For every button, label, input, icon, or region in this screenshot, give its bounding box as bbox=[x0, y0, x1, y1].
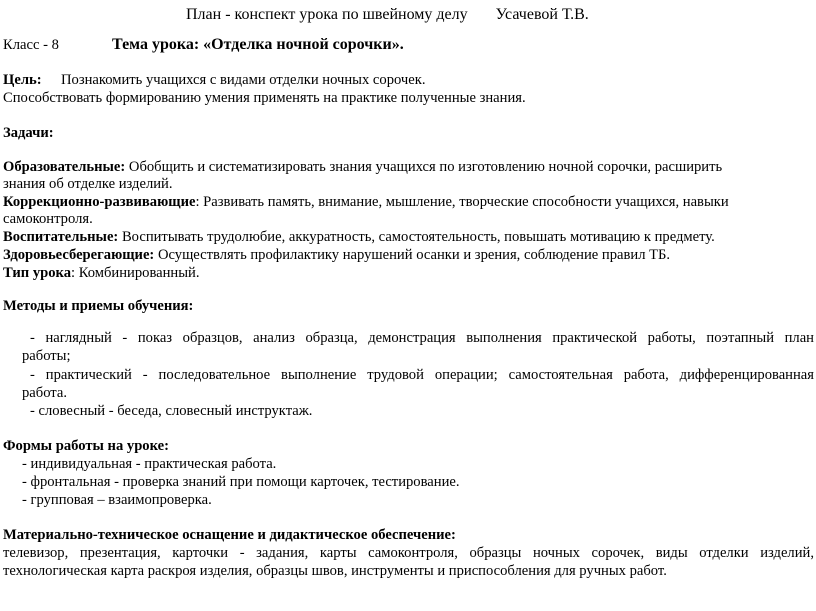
task-correctional-line-1 bbox=[3, 194, 729, 212]
task-upbringing-text: Воспитывать трудолюбие, аккуратность, самостоятельность, повышать мотивацию к предмету. bbox=[118, 229, 715, 245]
task-educational-label: Образовательные: bbox=[3, 159, 126, 175]
lesson-type-label: Тип урока bbox=[3, 265, 72, 281]
task-upbringing-line bbox=[3, 229, 715, 247]
tasks-heading: Задачи: bbox=[3, 125, 54, 141]
method-practical-line-2: работа. bbox=[22, 385, 67, 401]
task-educational-line-1 bbox=[3, 159, 722, 177]
forms-heading: Формы работы на уроке: bbox=[3, 438, 169, 454]
form-item: - фронтальная - проверка знаний при помощи карточек, тестирование. bbox=[22, 474, 460, 490]
goal-text-2: Способствовать формированию умения применять на практике полученные знания. bbox=[3, 90, 526, 106]
task-upbringing-label: Воспитательные: bbox=[3, 229, 119, 245]
equipment-text-2: технологическая карта раскроя изделия, образцы швов, инструменты и приспособления для ручных работ. bbox=[3, 563, 667, 579]
method-verbal-line: - словесный - беседа, словесный инструктаж. bbox=[30, 403, 313, 419]
document-title: План - конспект урока по швейному делу bbox=[186, 6, 468, 23]
methods-heading: Методы и приемы обучения: bbox=[3, 298, 194, 314]
equipment-text-1: телевизор, презентация, карточки - задания, карты самоконтроля, образцы ночных сорочек, виды отделки изделий, bbox=[3, 545, 814, 561]
lesson-topic: Тема урока: «Отделка ночной сорочки». bbox=[112, 36, 404, 53]
task-correctional-label: Коррекционно-развивающие bbox=[3, 194, 196, 210]
goal-label: Цель: bbox=[3, 72, 42, 88]
class-topic-line bbox=[3, 36, 404, 55]
method-visual-line-1: - наглядный - показ образцов, анализ образца, демонстрация выполнения практической работы, поэтапный план bbox=[30, 330, 814, 346]
class-label: Класс - 8 bbox=[3, 37, 59, 53]
goal-line-1 bbox=[3, 72, 426, 90]
lesson-type-line bbox=[3, 265, 200, 283]
task-health-text: Осуществлять профилактику нарушений осанки и зрения, соблюдение правил ТБ. bbox=[154, 247, 671, 263]
form-item: - индивидуальная - практическая работа. bbox=[22, 456, 277, 472]
form-item: - групповая – взаимопроверка. bbox=[22, 492, 212, 508]
document-header bbox=[186, 6, 589, 24]
method-visual-line-2: работы; bbox=[22, 348, 71, 364]
document-author: Усачевой Т.В. bbox=[495, 6, 589, 23]
lesson-type-text: : Комбинированный. bbox=[71, 265, 200, 281]
task-educational-text-2: знания об отделке изделий. bbox=[3, 176, 173, 192]
method-practical-line-1: - практический - последовательное выполнение трудовой операции; самостоятельная работа, дифференцированная bbox=[30, 367, 814, 383]
task-educational-text-1: Обобщить и систематизировать знания учащихся по изготовлению ночной сорочки, расширить bbox=[125, 159, 723, 175]
goal-text-1: Познакомить учащихся с видами отделки ночных сорочек. bbox=[61, 72, 426, 88]
task-correctional-text-1: : Развивать память, внимание, мышление, творческие способности учащихся, навыки bbox=[195, 194, 729, 210]
task-health-label: Здоровьесберегающие: bbox=[3, 247, 155, 263]
task-health-line bbox=[3, 247, 670, 265]
equipment-heading: Материально-техническое оснащение и дидактическое обеспечение: bbox=[3, 527, 456, 543]
task-correctional-text-2: самоконтроля. bbox=[3, 211, 93, 227]
